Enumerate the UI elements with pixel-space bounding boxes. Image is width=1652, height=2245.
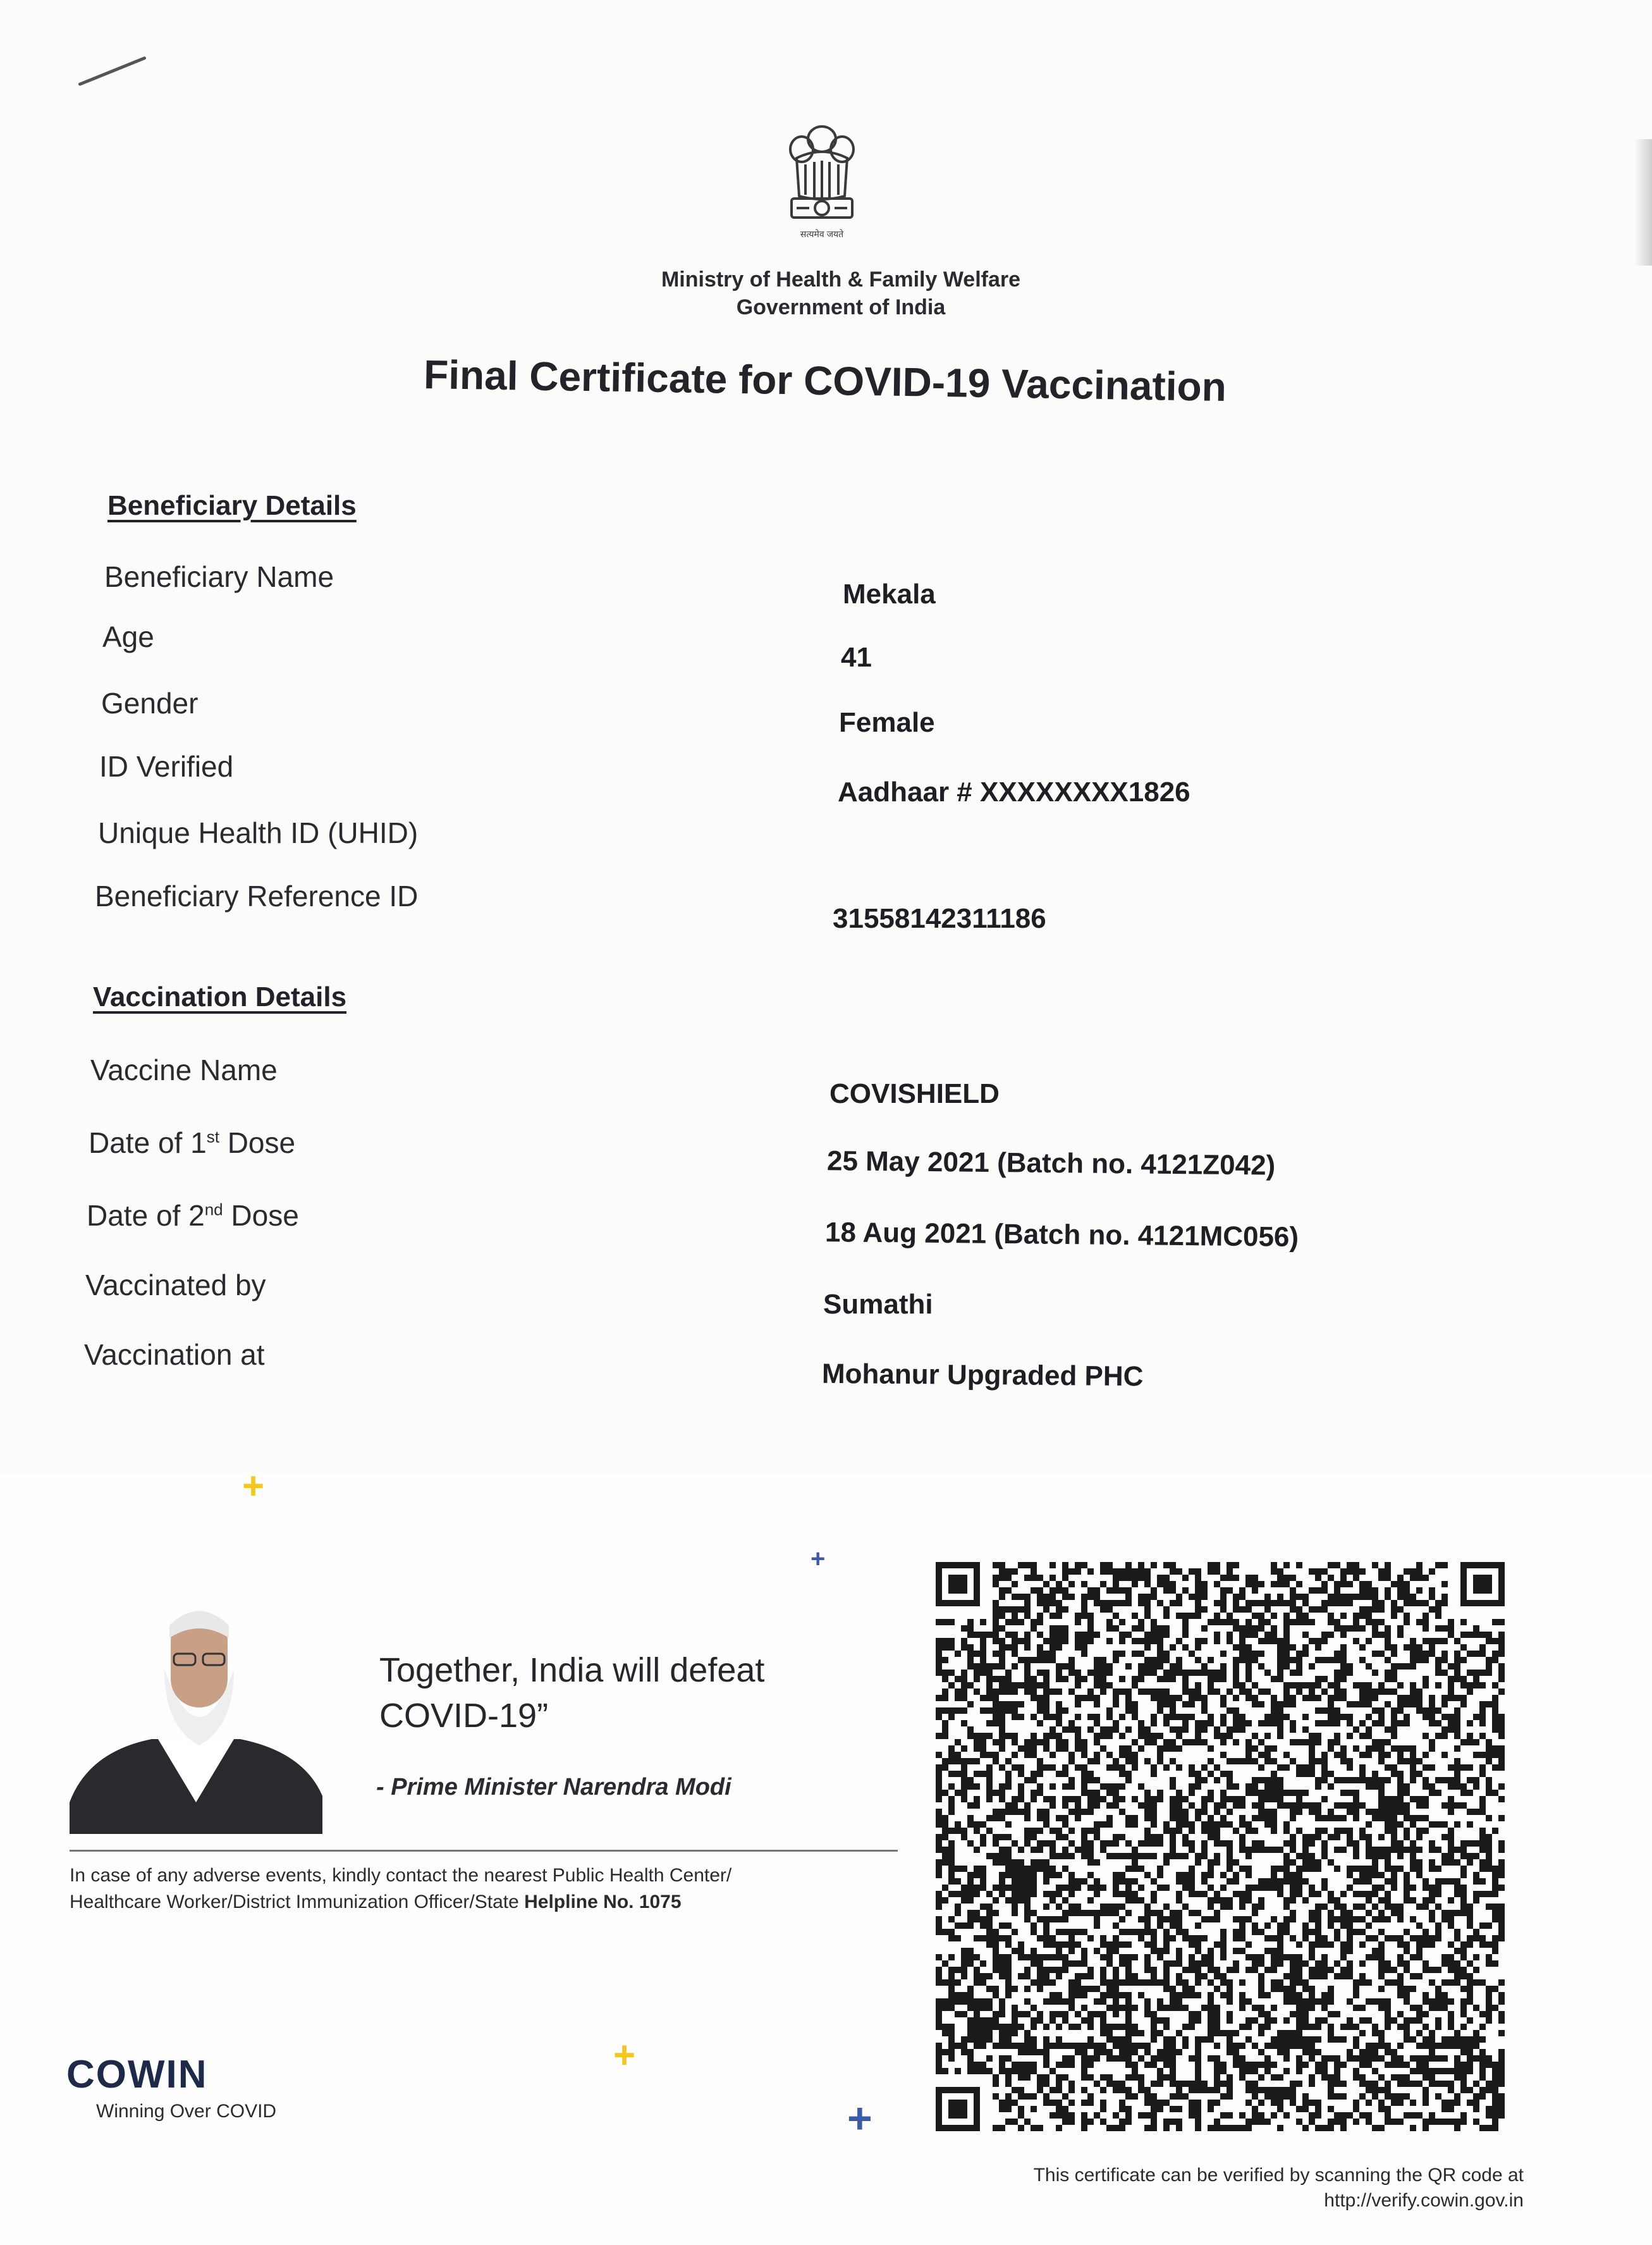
label-date-dose-2: Date of 2nd Dose: [87, 1199, 299, 1232]
label-vaccine-name: Vaccine Name: [90, 1054, 278, 1086]
qr-finder-pattern: [1464, 1565, 1502, 1603]
qr-modules: [936, 1562, 1505, 2131]
verification-note: [822, 2163, 1524, 2213]
value-beneficiary-reference-id: 31558142311186: [833, 903, 1046, 934]
ministry-line2: Government of India: [736, 295, 946, 319]
adverse-events-notice: [70, 1862, 891, 1916]
value-vaccinated-by: Sumathi: [823, 1289, 933, 1320]
value-gender: Female: [839, 707, 935, 738]
helpline-number: Helpline No. 1075: [524, 1891, 682, 1912]
decor-plus-blue-1: +: [811, 1545, 826, 1573]
label-uhid: Unique Health ID (UHID): [98, 816, 419, 849]
label-beneficiary-reference-id: Beneficiary Reference ID: [95, 880, 419, 913]
cowin-logo: COWIN: [66, 2053, 208, 2096]
verify-url[interactable]: http://verify.cowin.gov.in: [1324, 2190, 1524, 2211]
footer-divider: [70, 1850, 898, 1852]
decor-plus-blue-2: +: [847, 2094, 872, 2143]
label-date-dose-1: Date of 1st Dose: [89, 1126, 296, 1159]
label-age: Age: [102, 620, 154, 653]
state-emblem-icon: [778, 120, 866, 253]
value-id-verified: Aadhaar # XXXXXXXX1826: [838, 777, 1190, 808]
quote-line2: COVID-19”: [379, 1697, 549, 1735]
quote-line1: Together, India will defeat: [379, 1651, 765, 1689]
qr-code[interactable]: [936, 1562, 1517, 2131]
value-date-dose-2: 18 Aug 2021 (Batch no. 4121MC056): [824, 1217, 1299, 1253]
label-id-verified: ID Verified: [99, 750, 234, 783]
certificate-title: Final Certificate for COVID-19 Vaccination: [423, 352, 1227, 410]
qr-finder-pattern: [939, 1565, 977, 1603]
pen-mark: [78, 56, 146, 87]
beneficiary-details-heading: Beneficiary Details: [107, 490, 357, 521]
pm-portrait: [70, 1594, 322, 1834]
ministry-line1: Ministry of Health & Family Welfare: [661, 268, 1021, 292]
value-vaccine-name: COVISHIELD: [829, 1078, 1000, 1109]
label-vaccinated-by: Vaccinated by: [85, 1269, 266, 1301]
value-date-dose-1: 25 May 2021 (Batch no. 4121Z042): [826, 1145, 1276, 1181]
quote-attribution: - Prime Minister Narendra Modi: [376, 1774, 731, 1800]
label-beneficiary-name: Beneficiary Name: [104, 560, 334, 593]
paper-edge-shadow: [1634, 139, 1652, 266]
vaccination-details-heading: Vaccination Details: [93, 981, 347, 1012]
value-beneficiary-name: Mekala: [843, 579, 936, 610]
pm-quote: [379, 1647, 764, 1738]
verify-line1: This certificate can be verified by scanning the QR code at: [1033, 2165, 1524, 2186]
ministry-heading: [569, 266, 1113, 321]
emblem-motto: सत्यमेव जयते: [800, 229, 844, 239]
adverse-line1: In case of any adverse events, kindly contact the nearest Public Health Center/: [70, 1865, 732, 1886]
label-vaccination-at: Vaccination at: [84, 1338, 265, 1371]
qr-finder-pattern: [939, 2090, 977, 2128]
decor-plus-yellow-1: +: [242, 1465, 265, 1507]
decor-plus-yellow-2: +: [613, 2034, 636, 2076]
cowin-tagline: Winning Over COVID: [96, 2101, 277, 2122]
adverse-line2: Healthcare Worker/District Immunization Officer/State Helpline No. 1075: [70, 1891, 682, 1912]
label-gender: Gender: [101, 687, 199, 720]
value-vaccination-at: Mohanur Upgraded PHC: [821, 1358, 1144, 1393]
value-age: 41: [841, 642, 872, 673]
